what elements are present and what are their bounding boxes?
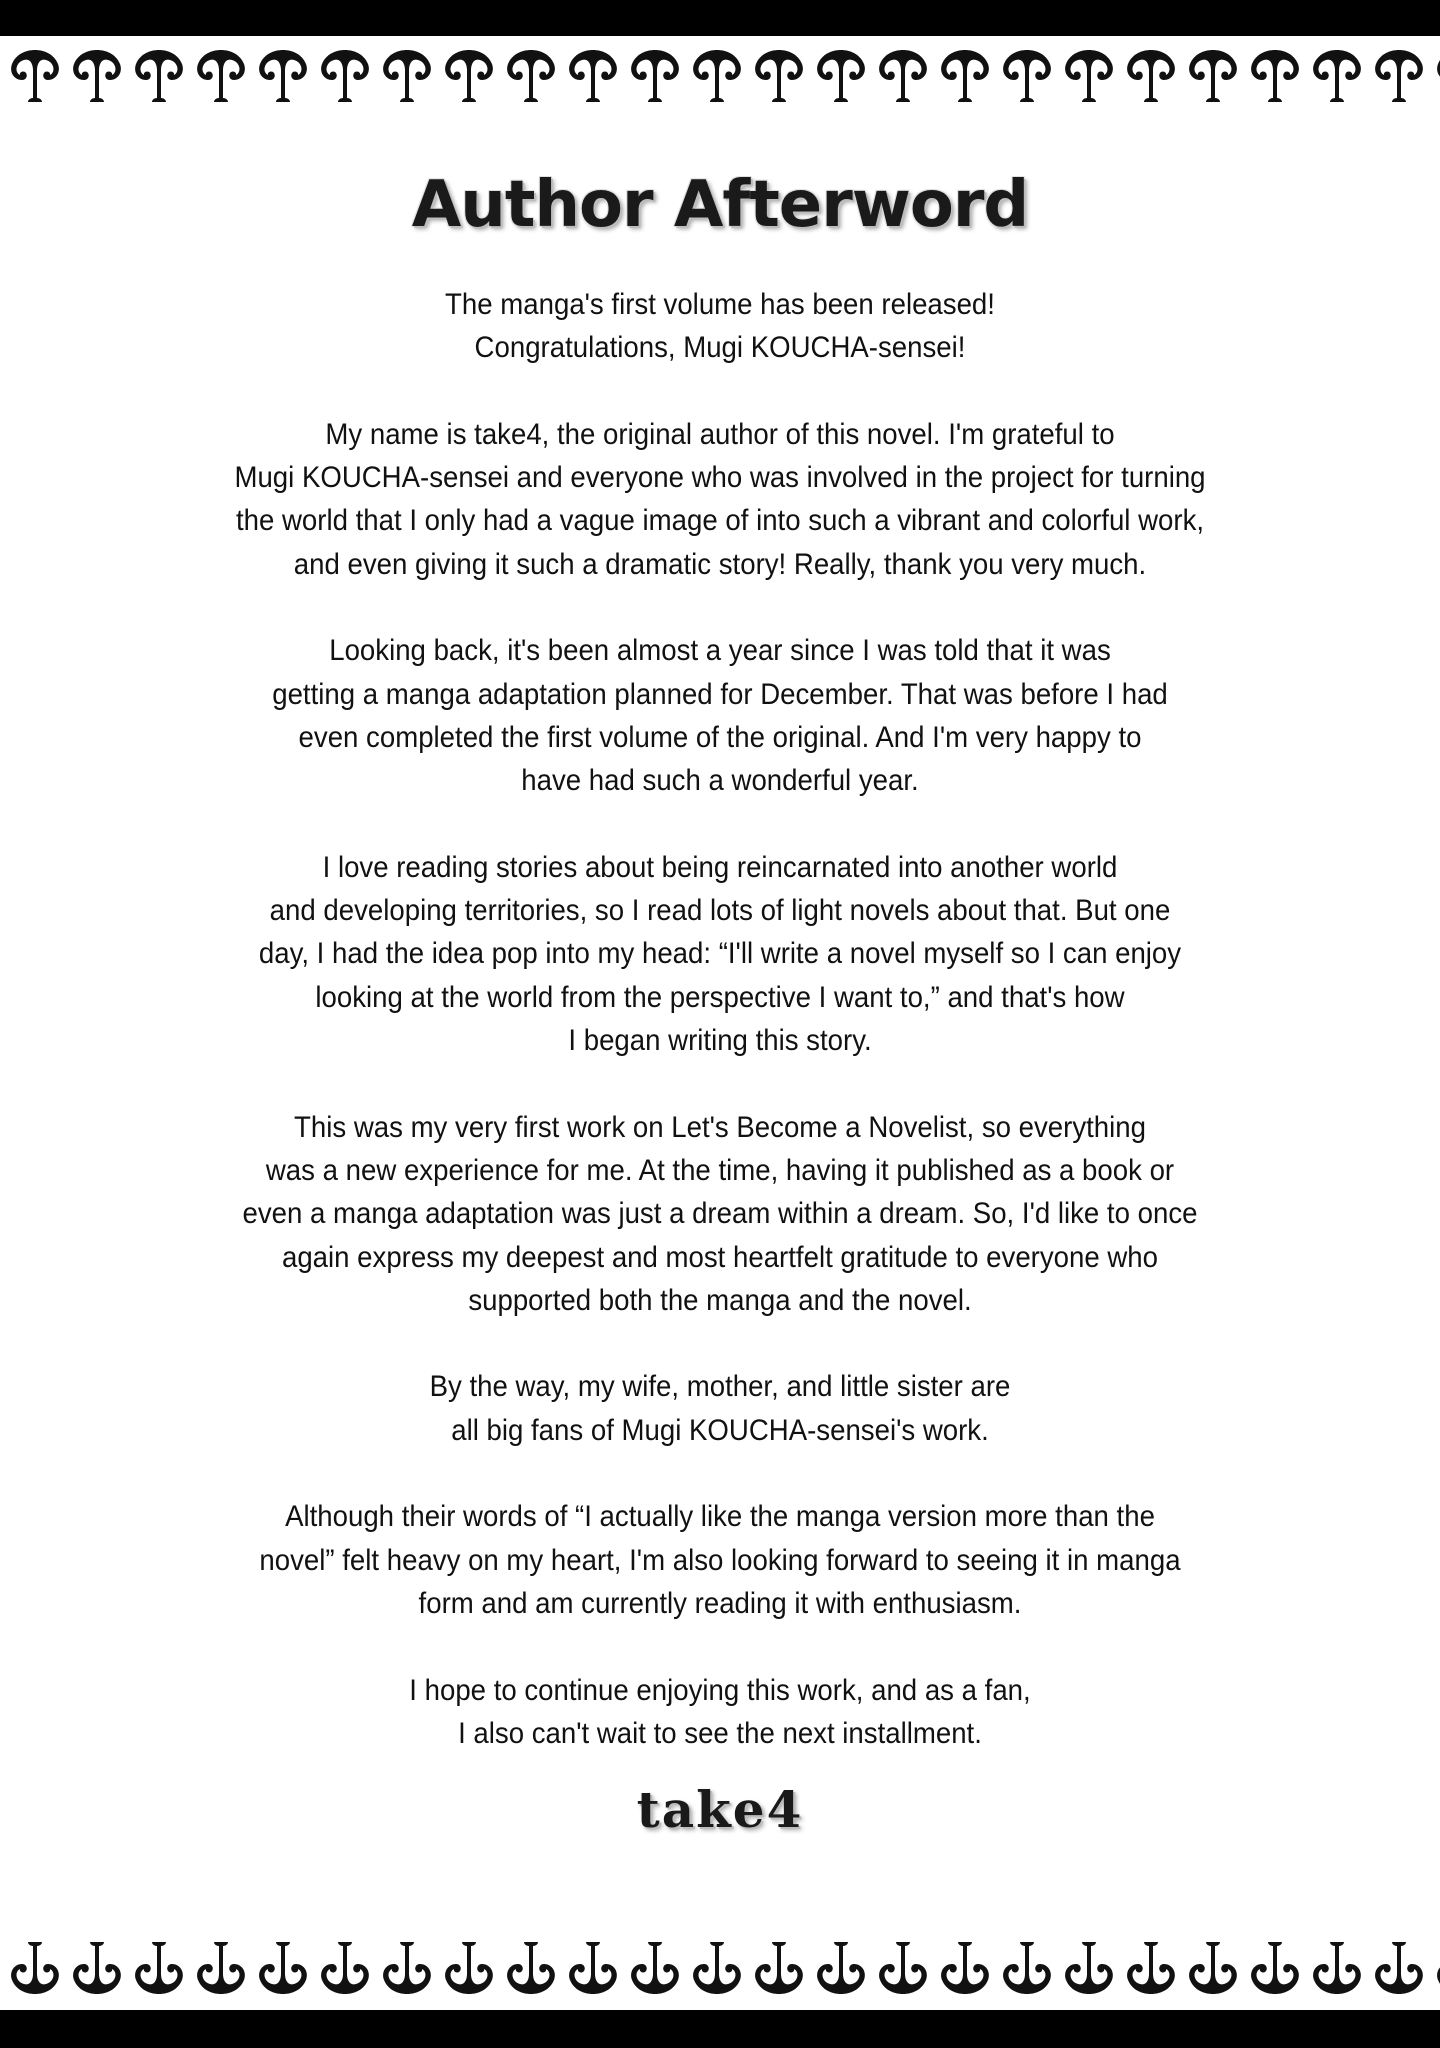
paragraph-6 [140, 1365, 1300, 1452]
bottom-ornamental-border [0, 1928, 1440, 2008]
text-line: form and am currently reading it with enthusiasm. [418, 1586, 1022, 1620]
text-line: the world that I only had a vague image of into such a vibrant and colorful work, [235, 504, 1205, 538]
top-ornamental-border [0, 36, 1440, 116]
text-line: all big fans of Mugi KOUCHA-sensei's work. [451, 1413, 989, 1447]
text-line: By the way, my wife, mother, and little sister are [429, 1370, 1011, 1404]
text-line: getting a manga adaptation planned for December. That was before I had [272, 677, 1168, 711]
text-line: novel” felt heavy on my heart, I'm also looking forward to seeing it in manga [259, 1543, 1181, 1577]
author-signature: take4 [636, 1780, 804, 1839]
paragraph-7 [140, 1495, 1300, 1625]
text-line: Although their words of “I actually like the manga version more than the [285, 1500, 1155, 1534]
text-line: My name is take4, the original author of this novel. I'm grateful to [325, 417, 1115, 451]
afterword-body [140, 283, 1300, 1798]
text-line: Looking back, it's been almost a year since I was told that it was [329, 634, 1111, 668]
paragraph-5 [140, 1106, 1300, 1322]
text-line: day, I had the idea pop into my head: “I'll write a novel myself so I can enjoy [258, 937, 1182, 971]
text-line: supported both the manga and the novel. [468, 1283, 972, 1317]
text-line: I love reading stories about being reincarnated into another world [322, 850, 1118, 884]
text-line: was a new experience for me. At the time, having it published as a book or [265, 1153, 1175, 1187]
text-line: I began writing this story. [568, 1024, 872, 1058]
text-line: again express my deepest and most heartfelt gratitude to everyone who [281, 1240, 1159, 1274]
text-line: Mugi KOUCHA-sensei and everyone who was involved in the project for turning [234, 461, 1206, 495]
text-line: Congratulations, Mugi KOUCHA-sensei! [474, 331, 966, 365]
top-black-band [0, 0, 1440, 38]
text-line: and developing territories, so I read lots of light novels about that. But one [269, 894, 1171, 928]
paragraph-3 [140, 629, 1300, 802]
text-line: I hope to continue enjoying this work, and as a fan, [409, 1673, 1031, 1707]
bottom-black-band [0, 2010, 1440, 2048]
text-line: This was my very first work on Let's Become a Novelist, so everything [294, 1110, 1146, 1144]
text-line: even completed the first volume of the original. And I'm very happy to [298, 720, 1142, 754]
text-line: looking at the world from the perspective I want to,” and that's how [315, 980, 1125, 1014]
paragraph-8 [140, 1669, 1300, 1756]
text-line: have had such a wonderful year. [521, 764, 919, 798]
paragraph-1 [140, 283, 1300, 370]
text-line: The manga's first volume has been released! [445, 288, 995, 321]
text-line: even a manga adaptation was just a dream within a dream. So, I'd like to once [242, 1197, 1198, 1231]
text-line: I also can't wait to see the next installment. [458, 1716, 982, 1750]
paragraph-4 [140, 846, 1300, 1062]
page-title: Author Afterword [411, 168, 1029, 242]
paragraph-2 [140, 413, 1300, 586]
text-line: and even giving it such a dramatic story! Really, thank you very much. [293, 547, 1147, 581]
